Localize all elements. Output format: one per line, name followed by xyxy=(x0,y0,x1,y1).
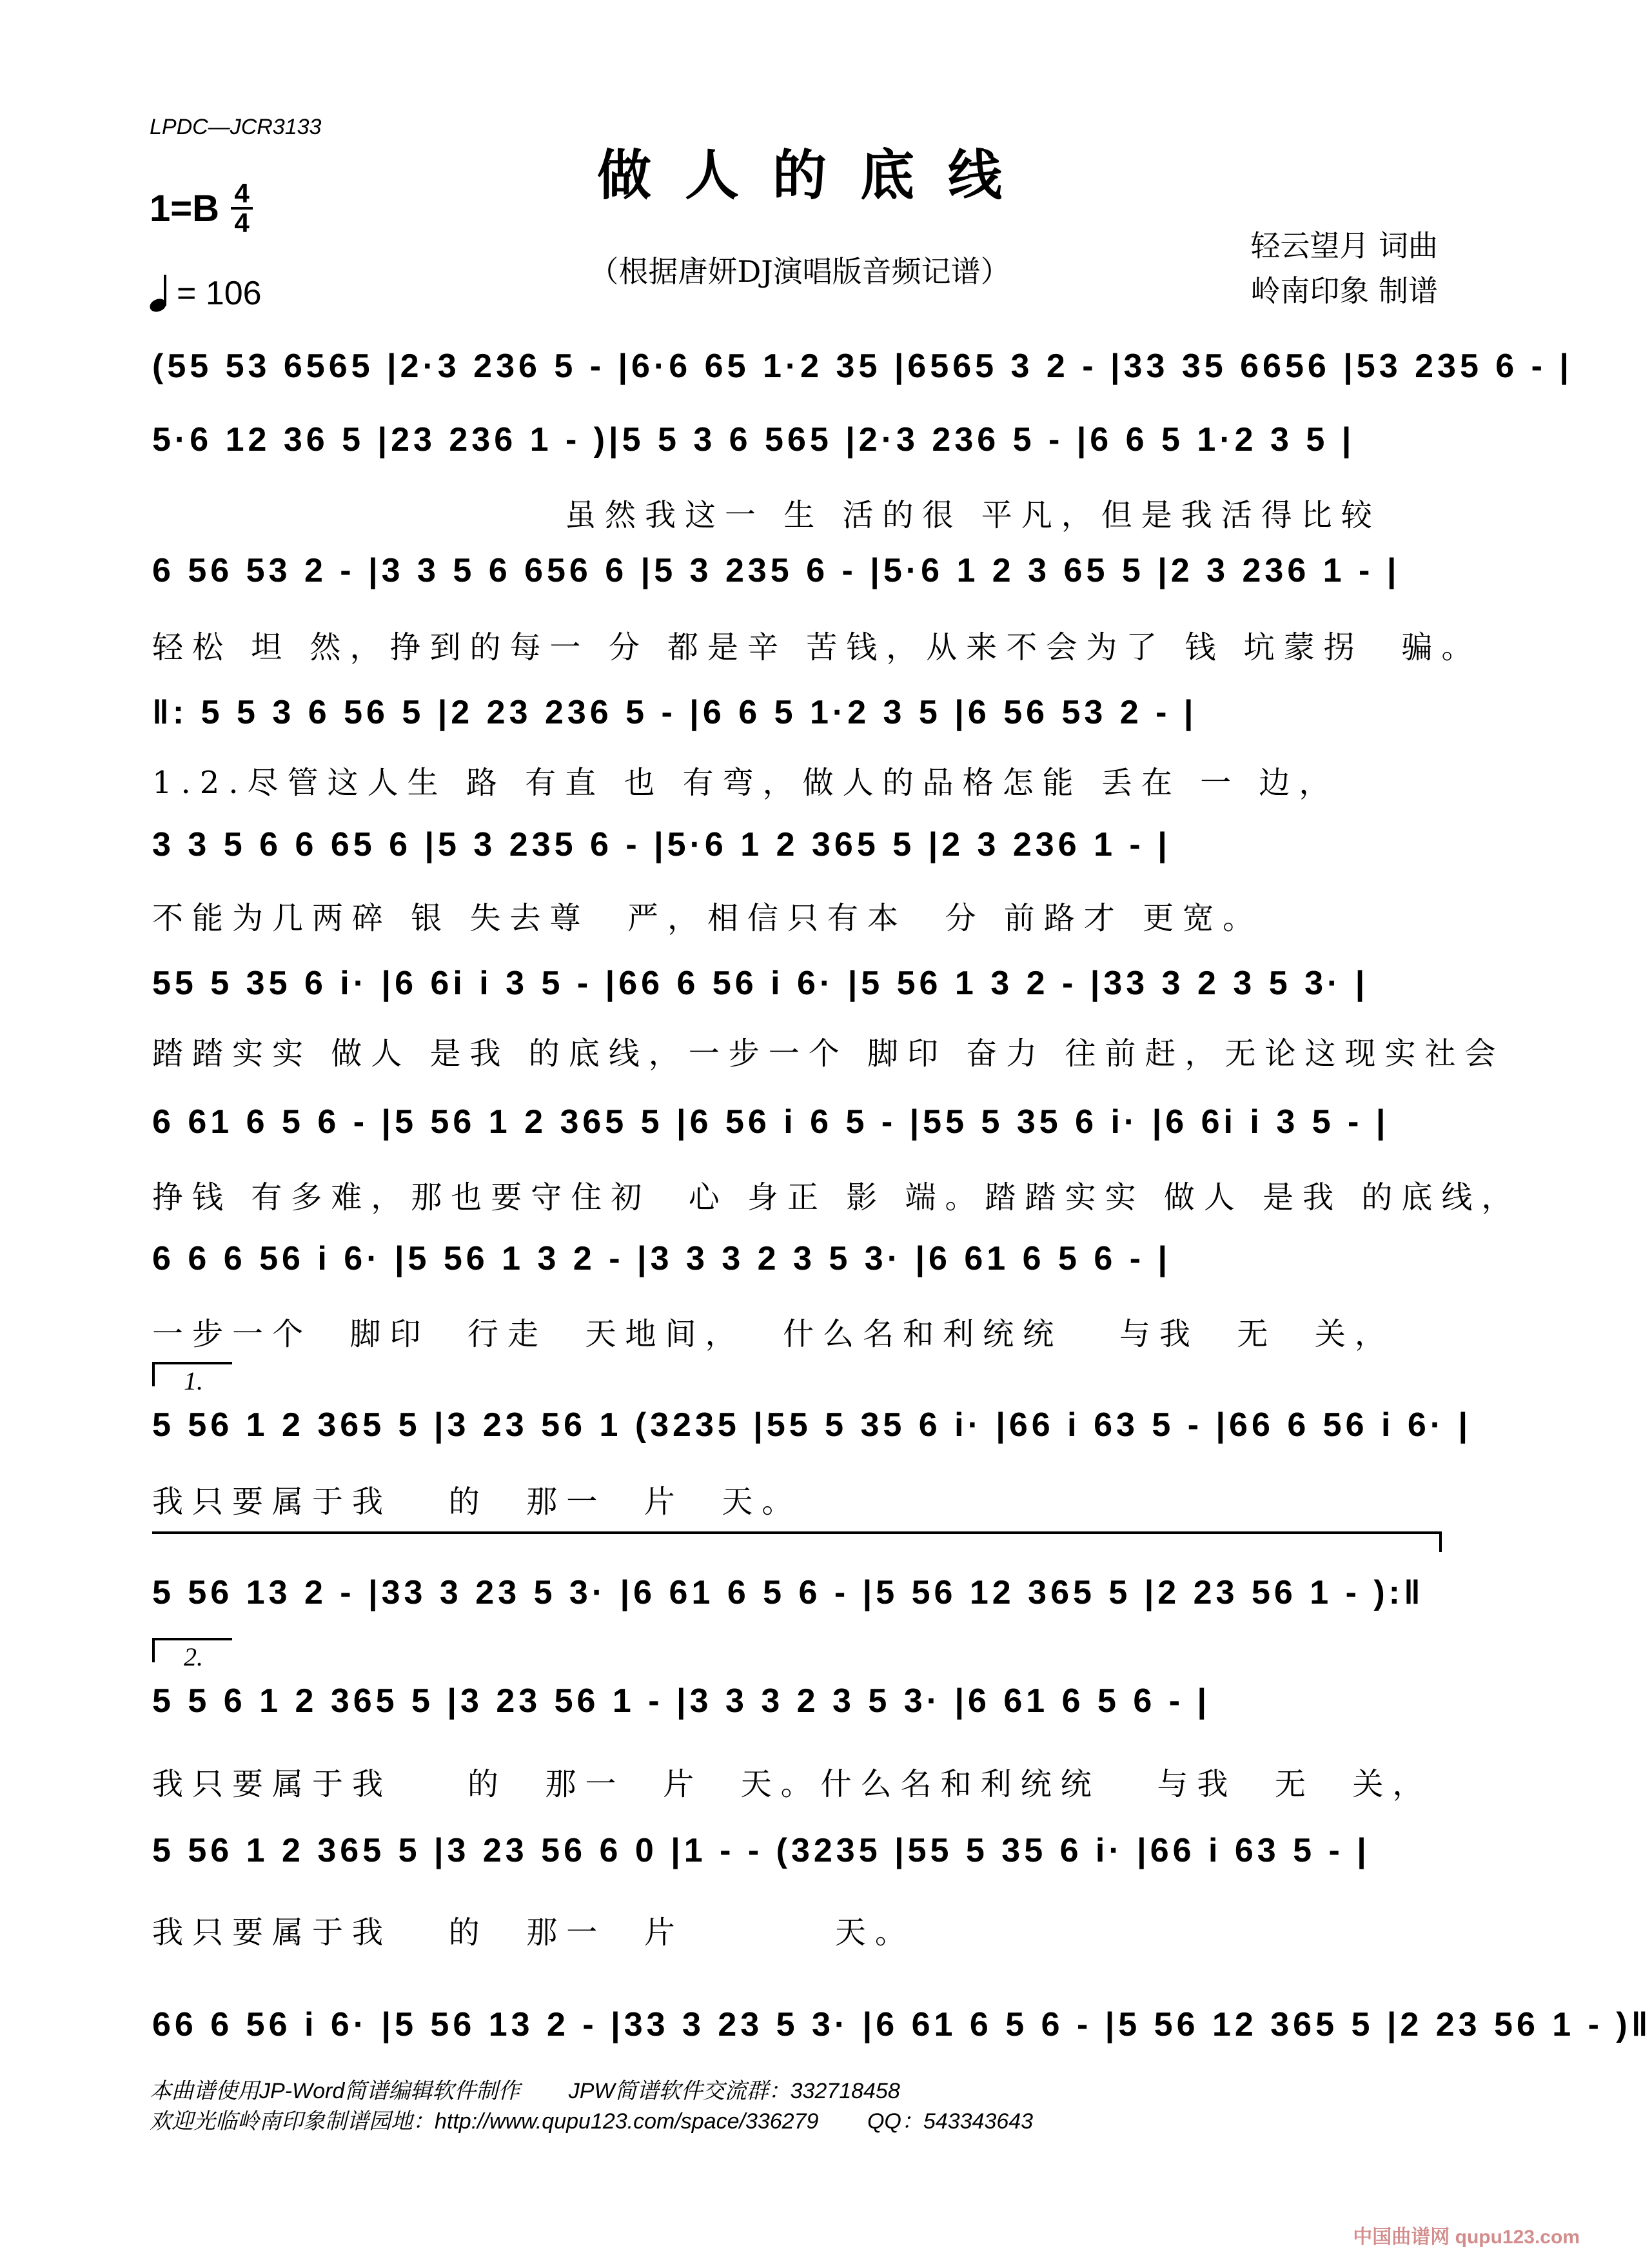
music-line-12: 5 56 1 2 365 5 |3 23 56 6 0 |1 - - (3235 |55 5 35 6 i· |66 i 63 5 - | xyxy=(152,1832,1370,1869)
volta-1-continuation-line xyxy=(152,1531,1442,1534)
music-line-13: 66 6 56 i 6· |5 56 13 2 - |33 3 23 5 3· |6 61 6 5 6 - |5 56 12 365 5 |2 23 56 1 - )‖ xyxy=(152,2006,1652,2043)
site-watermark: 中国曲谱网 qupu123.com xyxy=(1353,2227,1580,2248)
time-signature-bottom: 4 xyxy=(234,208,250,238)
lyric-line-6: 踏踏实实 做人 是我 的底线，一步一个 脚印 奋力 往前赶，无论这现实社会 xyxy=(152,1036,1505,1072)
credit-lyrics: 轻云望月 词曲 xyxy=(1250,228,1438,263)
music-line-3: 6 56 53 2 - |3 3 5 6 656 6 |5 3 235 6 - |5·6 1 2 3 65 5 |2 3 236 1 - | xyxy=(152,552,1401,589)
volta-1-label: 1. xyxy=(184,1366,203,1395)
music-line-8: 6 6 6 56 i 6· |5 56 1 3 2 - |3 3 3 2 3 5 3· |6 61 6 5 6 - | xyxy=(152,1240,1172,1277)
music-line-4: ‖: 5 5 3 6 56 5 |2 23 236 5 - |6 6 5 1·2 3 5 |6 56 53 2 - | xyxy=(152,694,1197,731)
lyric-line-4: 1.2.尽管这人生 路 有直 也 有弯，做人的品格怎能 丢在 一 边， xyxy=(152,765,1339,801)
credit-score: 岭南印象 制谱 xyxy=(1250,273,1438,308)
time-signature-top: 4 xyxy=(234,178,250,208)
lyric-line-3: 轻松 坦 然，挣到的每一 分 都是辛 苦钱，从来不会为了 钱 坑蒙拐 骗。 xyxy=(152,629,1482,665)
lyric-line-2: 虽然我这一 生 活的很 平凡，但是我活得比较 xyxy=(565,497,1381,533)
lyric-line-8: 一步一个 脚印 行走 天地间， 什么名和利统统 与我 无 关， xyxy=(152,1316,1395,1352)
footer-line-2: 欢迎光临岭南印象制谱园地：http://www.qupu123.com/space/336279 QQ：543343643 xyxy=(150,2109,1034,2134)
footer-line-1: 本曲谱使用JP-Word简谱编辑软件制作 JPW简谱软件交流群：332718458 xyxy=(150,2079,900,2103)
lyric-line-12: 我只要属于我 的 那一 片 天。 xyxy=(152,1914,915,1951)
music-line-9: 5 56 1 2 365 5 |3 23 56 1 (3235 |55 5 35 6 i· |66 i 63 5 - |66 6 56 i 6· | xyxy=(152,1406,1472,1444)
time-signature xyxy=(231,178,253,238)
tempo-value: = 106 xyxy=(177,275,262,312)
music-line-2: 5·6 12 36 5 |23 236 1 - )|5 5 3 6 565 |2·3 236 5 - |6 6 5 1·2 3 5 | xyxy=(152,421,1355,458)
music-line-5: 3 3 5 6 6 65 6 |5 3 235 6 - |5·6 1 2 365 5 |2 3 236 1 - | xyxy=(152,826,1171,863)
lyric-line-7: 挣钱 有多难，那也要守住初 心 身正 影 端。踏踏实实 做人 是我 的底线， xyxy=(152,1179,1522,1215)
score-code: LPDC—JCR3133 xyxy=(150,115,322,139)
music-line-10: 5 56 13 2 - |33 3 23 5 3· |6 61 6 5 6 - |5 56 12 365 5 |2 23 56 1 - ):‖ xyxy=(152,1574,1424,1611)
music-line-6: 55 5 35 6 i· |6 6i i 3 5 - |66 6 56 i 6· |5 56 1 3 2 - |33 3 2 3 5 3· | xyxy=(152,965,1369,1002)
music-line-7: 6 61 6 5 6 - |5 56 1 2 365 5 |6 56 i 6 5 - |55 5 35 6 i· |6 6i i 3 5 - | xyxy=(152,1103,1390,1141)
volta-2-label: 2. xyxy=(184,1642,203,1671)
subtitle: （根据唐妍DJ演唱版音频记谱） xyxy=(589,254,1010,289)
music-line-1: (55 53 6565 |2·3 236 5 - |6·6 65 1·2 35 |6565 3 2 - |33 35 6656 |53 235 6 - | xyxy=(152,348,1573,385)
lyric-line-9: 我只要属于我 的 那一 片 天。 xyxy=(152,1484,802,1520)
page-title: 做人的底线 xyxy=(596,143,1036,207)
key-signature xyxy=(150,178,253,238)
music-line-11: 5 5 6 1 2 365 5 |3 23 56 1 - |3 3 3 2 3 5 3· |6 61 6 5 6 - | xyxy=(152,1682,1211,1720)
key-label: 1=B xyxy=(150,187,220,230)
volta-1-continuation-end xyxy=(1439,1531,1442,1552)
lyric-line-11: 我只要属于我 的 那一 片 天。什么名和利统统 与我 无 关， xyxy=(152,1766,1433,1802)
lyric-line-5: 不能为几两碎 银 失去尊 严，相信只有本 分 前路才 更宽。 xyxy=(152,900,1263,936)
